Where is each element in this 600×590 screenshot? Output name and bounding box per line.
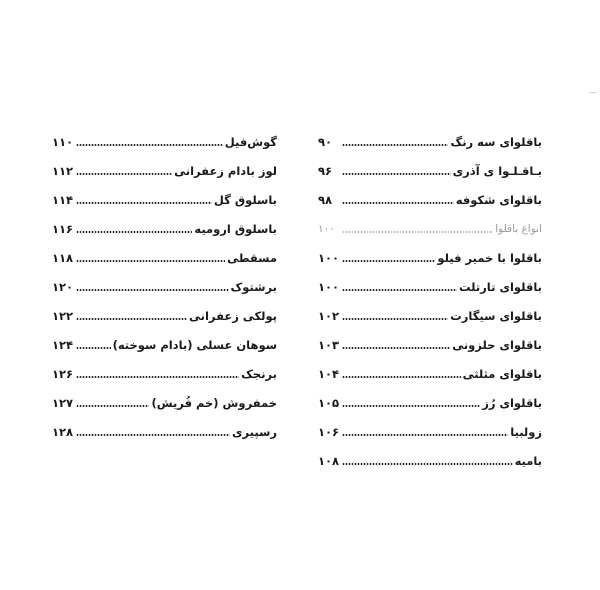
- toc-title: برشتوک: [230, 279, 277, 294]
- toc-entry[interactable]: [318, 330, 542, 359]
- toc-title: باقلوای سیگارت: [450, 308, 542, 323]
- toc-entry[interactable]: [52, 214, 277, 243]
- toc-title: مسقطی: [227, 250, 277, 265]
- toc-title: باقلوای تارتلت: [459, 279, 542, 294]
- toc-title: باقلوای سه رنگ: [450, 134, 542, 149]
- toc-entry[interactable]: [52, 156, 277, 185]
- dot-leader: [76, 434, 230, 436]
- toc-entry[interactable]: [52, 127, 277, 156]
- toc-page-number: ۱۰۴: [318, 366, 340, 381]
- toc-title: باقلوای رُز: [482, 395, 542, 410]
- toc-page-number: ۱۱۰: [52, 134, 74, 149]
- dot-leader: [342, 347, 450, 349]
- dot-leader: [76, 347, 111, 349]
- toc-title: باقلوای شکوفه: [455, 192, 542, 207]
- toc-entry[interactable]: [318, 156, 542, 185]
- toc-title: بامیه: [514, 453, 542, 468]
- dot-leader: [342, 434, 508, 436]
- toc-entry[interactable]: [52, 185, 277, 214]
- toc-title: باسلوق ارومیه: [194, 221, 277, 236]
- toc-page-number: ۱۱۴: [52, 192, 74, 207]
- toc-page-number: ۱۰۵: [318, 395, 340, 410]
- page-edge-mark: [590, 92, 596, 93]
- toc-column-right: [318, 127, 542, 475]
- toc-entry[interactable]: [318, 272, 542, 301]
- dot-leader: [76, 318, 187, 320]
- toc-entry[interactable]: [318, 185, 542, 214]
- dot-leader: [76, 202, 212, 204]
- toc-title: انواع باقلوا: [495, 222, 542, 235]
- toc-title: برنجک: [241, 366, 277, 381]
- toc-page-number: ۱۲۷: [52, 395, 74, 410]
- toc-page-number: ۹۰: [318, 134, 333, 149]
- dot-leader: [342, 173, 451, 175]
- toc-column-left: [52, 127, 277, 446]
- dot-leader: [342, 289, 457, 291]
- toc-page-number: ۱۱۸: [52, 250, 74, 265]
- toc-page-number: ۱۲۶: [52, 366, 74, 381]
- toc-entry[interactable]: [318, 388, 542, 417]
- toc-title: باقلوای حلزونی: [452, 337, 542, 352]
- toc-page-number: ۱۰۰: [318, 279, 340, 294]
- dot-leader: [342, 202, 454, 204]
- dot-leader: [342, 144, 448, 146]
- toc-entry[interactable]: [52, 330, 277, 359]
- toc-page-number: ۹۶: [318, 163, 333, 178]
- toc-entry[interactable]: [318, 359, 542, 388]
- toc-title: باسلوق گل: [213, 192, 277, 207]
- toc-title: خمفروش (خم فُریش): [151, 395, 277, 410]
- toc-title: گوش‌فیل: [224, 134, 277, 149]
- toc-title: رسپیری: [231, 424, 277, 439]
- dot-leader: [342, 318, 448, 320]
- dot-leader: [342, 463, 513, 465]
- toc-page-number: ۱۲۰: [52, 279, 74, 294]
- toc-title: زولبیا: [510, 424, 542, 439]
- toc-title: سوهان عسلی (بادام سوخته): [112, 337, 277, 352]
- toc-title: باقلوای مثلثی: [462, 366, 542, 381]
- dot-leader: [342, 260, 435, 262]
- toc-title: بـاقـلـوا ی آذری: [452, 163, 542, 178]
- toc-entry[interactable]: [52, 417, 277, 446]
- dot-leader: [76, 231, 192, 233]
- toc-title: لوز بادام زعفرانی: [174, 163, 277, 178]
- toc-page-number: ۱۰۰: [318, 222, 335, 235]
- toc-page-number: ۱۰۶: [318, 424, 340, 439]
- toc-page-number: ۱۱۶: [52, 221, 74, 236]
- toc-entry[interactable]: [318, 243, 542, 272]
- dot-leader: [76, 173, 172, 175]
- dot-leader: [342, 231, 493, 233]
- toc-page-number: ۱۲۴: [52, 337, 74, 352]
- toc-page-number: ۱۰۲: [318, 308, 340, 323]
- toc-page-number: ۱۲۸: [52, 424, 74, 439]
- toc-page-number: ۱۰۳: [318, 337, 340, 352]
- dot-leader: [76, 260, 225, 262]
- toc-page-number: ۹۸: [318, 192, 333, 207]
- toc-section-heading[interactable]: [318, 214, 542, 243]
- toc-title: پولکی زعفرانی: [189, 308, 277, 323]
- toc-entry[interactable]: [318, 417, 542, 446]
- dot-leader: [76, 376, 239, 378]
- toc-entry[interactable]: [318, 446, 542, 475]
- toc-entry[interactable]: [52, 359, 277, 388]
- toc-entry[interactable]: [52, 272, 277, 301]
- dot-leader: [76, 405, 149, 407]
- dot-leader: [76, 144, 223, 146]
- dot-leader: [76, 289, 229, 291]
- toc-entry[interactable]: [318, 127, 542, 156]
- toc-title: باقلوا با خمیر فیلو: [437, 250, 542, 265]
- toc-page-number: ۱۰۰: [318, 250, 340, 265]
- dot-leader: [342, 376, 461, 378]
- toc-entry[interactable]: [52, 388, 277, 417]
- toc-page-number: ۱۱۲: [52, 163, 74, 178]
- dot-leader: [342, 405, 480, 407]
- toc-entry[interactable]: [52, 301, 277, 330]
- toc-entry[interactable]: [52, 243, 277, 272]
- toc-page-number: ۱۰۸: [318, 453, 340, 468]
- toc-page-number: ۱۲۲: [52, 308, 74, 323]
- toc-entry[interactable]: [318, 301, 542, 330]
